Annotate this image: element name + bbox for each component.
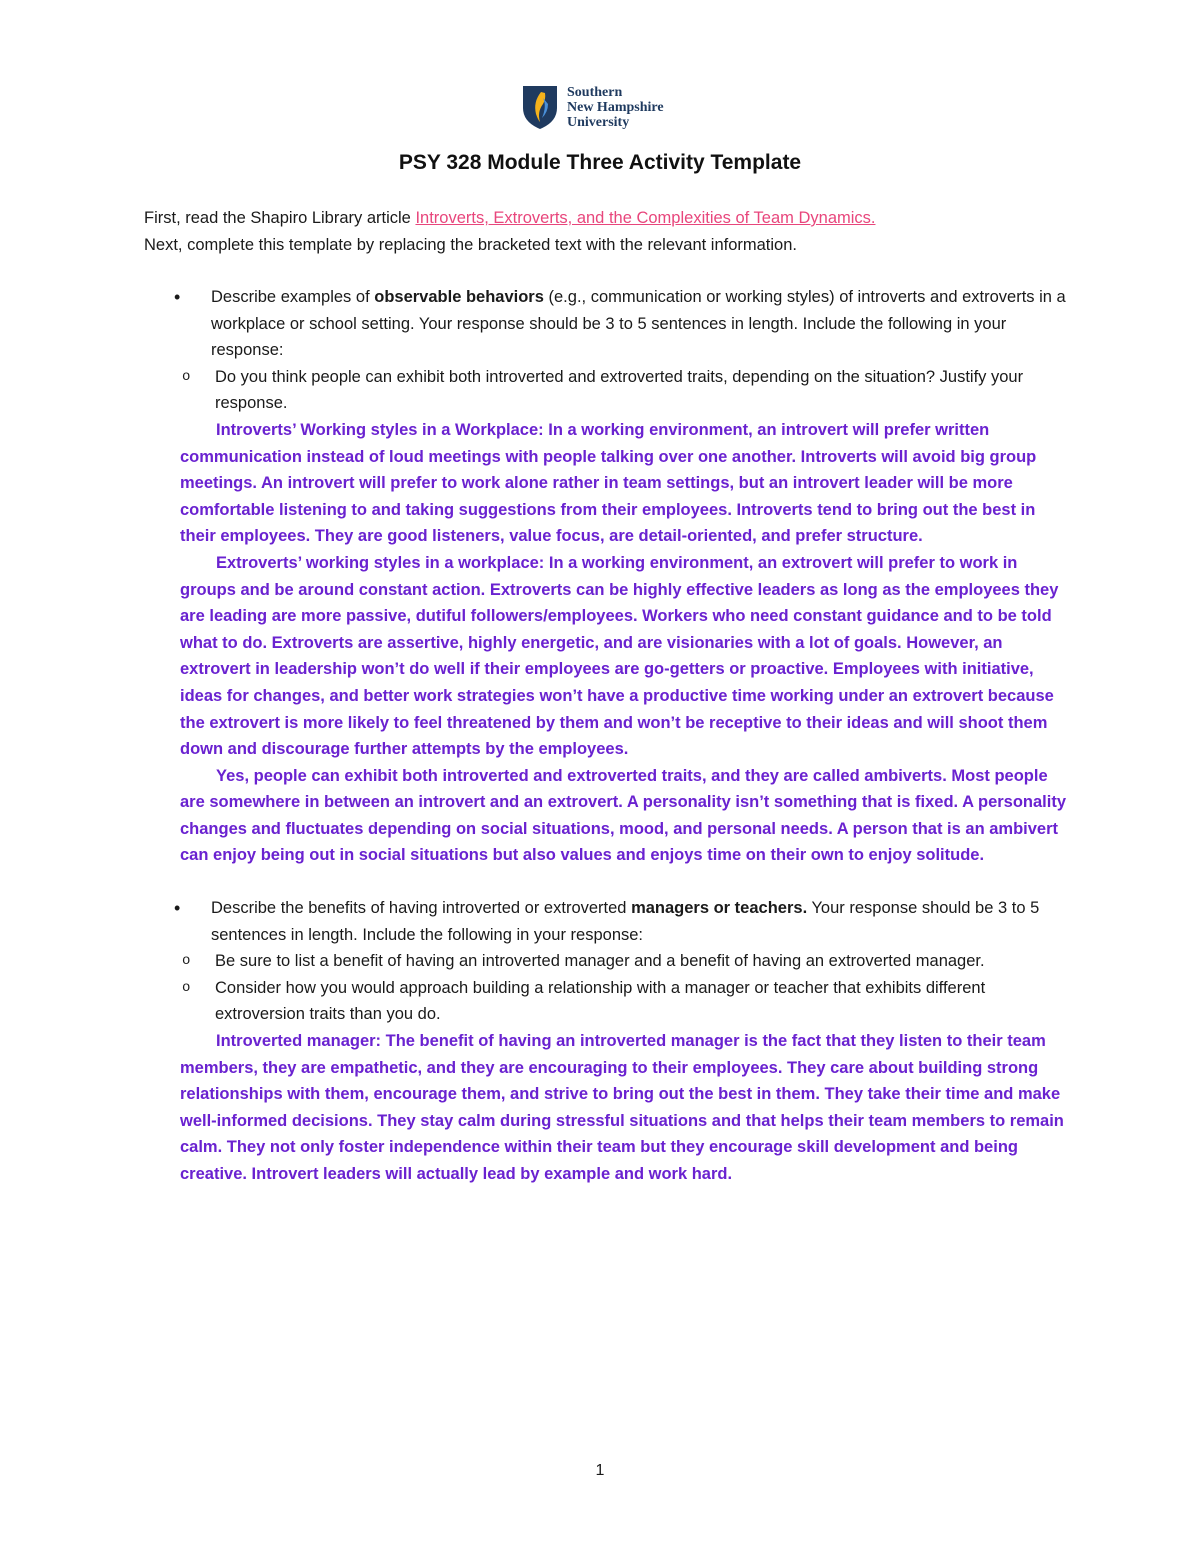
bullet-marker: • — [174, 287, 181, 307]
logo-wordmark — [567, 85, 664, 130]
answer-1-paragraph-2: Extroverts’ working styles in a workplace: In a working environment, an extrovert will prefer to work in groups and be around constant action. Extroverts can be highly effective leaders as long as the employees they are leading are more passive, dutiful followers/employees. Workers who need constant guidance and to be told what to do. Extroverts are assertive, highly energetic, and are visionaries with a lot of goals. However, an extrovert in leadership won’t do well if their employees are go-getters or proactive. Employees with initiative, ideas for changes, and better work strategies won’t have a productive time working under an extrovert because the extrovert is more likely to feel threatened by them and won’t be receptive to their ideas and will shoot them down and discourage further attempts by the employees. — [180, 553, 1059, 759]
logo-line-1: Southern — [567, 84, 623, 100]
intro-line-1 — [144, 205, 1074, 232]
logo-line-3: University — [567, 114, 630, 130]
question-1-prefix: Describe examples of — [211, 288, 375, 306]
page-number: 1 — [595, 1462, 605, 1479]
intro-paragraph — [144, 205, 1074, 258]
bullet-marker: • — [174, 898, 181, 919]
question-2-sub-1: Be sure to list a benefit of having an introverted manager and a benefit of having an extroverted manager. — [215, 952, 985, 971]
article-link[interactable]: Introverts, Extroverts, and the Complexities of Team Dynamics. — [415, 209, 876, 227]
logo-line-2: New Hampshire — [567, 99, 664, 115]
answer-2 — [144, 1028, 1074, 1188]
page-title: PSY 328 Module Three Activity Template — [398, 151, 802, 174]
question-2 — [144, 895, 1074, 948]
answer-1-paragraph-3: Yes, people can exhibit both introverted and extroverted traits, and they are called ambiverts. Most people are somewhere in between an introvert and an extrovert. A personality isn’t something that is fixed. A personality changes and fluctuates depending on social situations, mood, and personal needs. A person that is an ambivert can enjoy being out in social situations but also values and enjoys time on their own to enjoy solitude. — [180, 766, 1067, 865]
question-2-sub-2: Consider how you would approach building a relationship with a manager or teacher that exhibits different extroversion traits than you do. — [215, 978, 986, 1024]
intro-text: First, read the Shapiro Library article — [144, 209, 416, 227]
question-1-suffix: (e.g., communication or working styles) of introverts and extroverts in a workplace or school setting. Your response should be 3 to 5 sentences in length. Include the following in your response: — [211, 288, 1066, 360]
answer-2-paragraph-1: Introverted manager: The benefit of having an introverted manager is the fact that they listen to their team members, they are empathetic, and they are encouraging to their employees. They care about building strong relationships with them, encourage them, and strive to bring out the best in them. They take their time and make well-informed decisions. They stay calm during stressful situations and that helps their team members to remain calm. They not only foster independence within their team but they encourage skill development and being creative. Introvert leaders will actually lead by example and work hard. — [180, 1032, 1064, 1183]
question-2-bold: managers or teachers. — [631, 899, 808, 918]
university-logo — [521, 84, 664, 130]
sub-marker: o — [182, 368, 191, 385]
answer-1 — [144, 417, 1074, 869]
question-1-bold: observable behaviors — [374, 288, 544, 306]
shield-logo-icon — [521, 84, 559, 130]
sub-marker: o — [182, 979, 191, 996]
answer-1-paragraph-1: Introverts’ Working styles in a Workplace: In a working environment, an introvert will prefer written communication instead of loud meetings with people talking over one another. Introverts will avoid big group meetings. An introvert will prefer to work alone rather in team settings, but an introvert leader will be more comfortable listening to and taking suggestions from their employees. Introverts tend to bring out the best in their employees. They are good listeners, value focus, are detail-oriented, and prefer structure. — [180, 420, 1037, 546]
question-1-sub-1: Do you think people can exhibit both introverted and extroverted traits, depending on the situation? Justify your response. — [215, 367, 1024, 413]
question-1-subpoint — [144, 364, 1074, 417]
template-content — [144, 284, 1074, 1188]
question-2-prefix: Describe the benefits of having introverted or extroverted — [211, 899, 632, 918]
question-2-subpoint-2 — [144, 975, 1074, 1028]
sub-marker: o — [182, 953, 191, 970]
question-2-suffix: Your response should be 3 to 5 sentences in length. Include the following in your response: — [211, 899, 1040, 944]
question-1 — [144, 284, 1074, 364]
intro-line-2: Next, complete this template by replacing the bracketed text with the relevant information. — [144, 235, 797, 254]
question-2-subpoint-1 — [144, 948, 1074, 975]
spacer — [144, 869, 1074, 895]
